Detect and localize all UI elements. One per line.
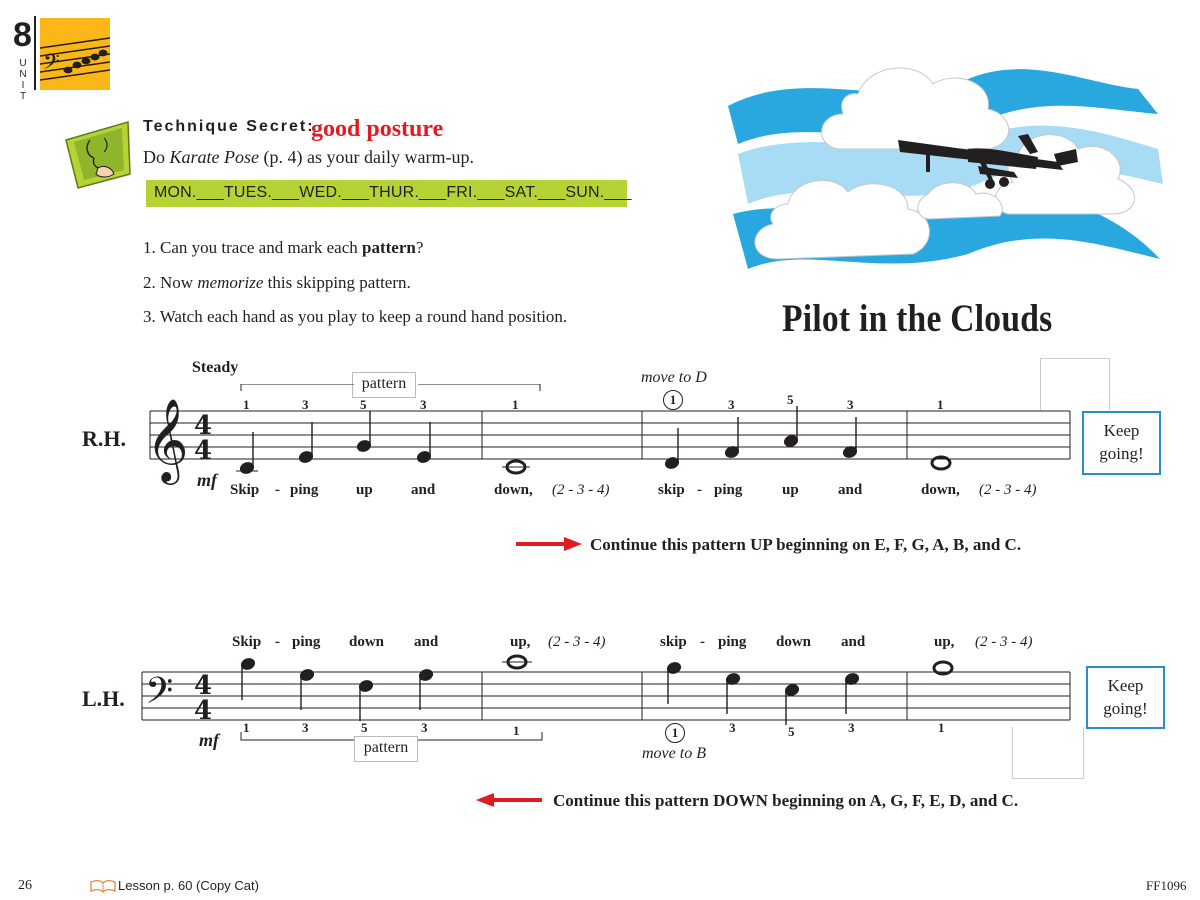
unit-tab-icon <box>40 18 110 90</box>
rh-lyric: and <box>411 482 436 498</box>
unit-letter: T <box>19 91 27 102</box>
rh-finger: 1 <box>937 397 944 412</box>
svg-text:4: 4 <box>194 671 213 701</box>
svg-text:𝄢: 𝄢 <box>43 50 60 80</box>
posture-icon <box>64 118 132 190</box>
technique-instruction: Do Karate Pose (p. 4) as your daily warm-up. <box>143 147 474 167</box>
lh-lyric: and <box>841 634 866 650</box>
svg-text:4: 4 <box>194 436 213 466</box>
page-number: 26 <box>18 878 32 893</box>
lh-finger: 3 <box>302 720 309 735</box>
rh-dynamic: mf <box>197 470 217 490</box>
treble-clef-icon: 𝄞 <box>146 397 189 481</box>
instruction-3: 3. Watch each hand as you play to keep a round hand position. <box>143 307 568 326</box>
lh-continue-text: Continue this pattern DOWN beginning on A, G, F, E, D, and C. <box>553 791 1019 810</box>
lesson-reference: Lesson p. 60 (Copy Cat) <box>118 878 259 893</box>
rh-finger: 3 <box>728 397 735 412</box>
rh-lyric: down, <box>494 482 533 498</box>
rh-lyric: - <box>697 482 702 498</box>
lh-keep-going-box <box>1086 666 1165 729</box>
rh-lyric: - <box>275 482 280 498</box>
rh-continue-text: Continue this pattern UP beginning on E, F, G, A, B, and C. <box>590 535 1022 554</box>
lh-move-to: move to B <box>642 745 706 762</box>
instruction-1: 1. Can you trace and mark each pattern? <box>143 238 424 257</box>
unit-letter: U <box>19 58 27 69</box>
catalog-code: FF1096 <box>1146 878 1187 893</box>
rh-paren-1: (2 - 3 - 4) <box>552 482 610 498</box>
lh-lyric: ping <box>718 634 747 650</box>
rh-lyric: down, <box>921 482 960 498</box>
lh-lyric: down <box>349 634 385 650</box>
lh-lyric: skip <box>660 634 687 650</box>
rh-lyric: skip <box>658 482 685 498</box>
svg-text:4: 4 <box>194 411 213 441</box>
rh-finger: 3 <box>420 397 427 412</box>
piece-title: Pilot in the Clouds <box>782 297 1053 340</box>
unit-word <box>16 58 30 102</box>
rh-finger: 1 <box>243 397 250 412</box>
lh-lyric: ping <box>292 634 321 650</box>
instruction-2: 2. Now memorize this skipping pattern. <box>143 273 411 292</box>
lh-finger: 1 <box>513 723 520 738</box>
rh-finger: 5 <box>787 392 794 407</box>
right-arrow-icon <box>516 537 582 551</box>
rh-finger: 3 <box>302 397 309 412</box>
unit-number: 8 <box>13 16 32 54</box>
lh-finger: 5 <box>361 720 368 735</box>
lh-paren-1: (2 - 3 - 4) <box>548 634 606 650</box>
lh-lyric: up, <box>934 634 955 650</box>
keep-text: Keep <box>1107 676 1144 695</box>
rh-lyric: ping <box>290 482 319 498</box>
bass-clef-icon: 𝄢 <box>145 670 174 721</box>
rh-circled-finger: 1 <box>663 390 683 410</box>
keep-text: Keep <box>1103 421 1140 440</box>
rh-keep-going-box <box>1082 411 1161 475</box>
lh-finger: 5 <box>788 724 795 739</box>
rh-lyric: up <box>356 482 373 498</box>
lh-label: L.H. <box>82 686 125 711</box>
practice-days: MON.___TUES.___WED.___THUR.___FRI.___SAT.___SUN.___ <box>154 184 632 201</box>
lh-finger: 1 <box>243 720 250 735</box>
lh-lyric: - <box>700 634 705 650</box>
book-icon <box>90 879 116 898</box>
unit-letter: I <box>21 80 25 91</box>
lh-pattern-box: pattern <box>354 736 418 762</box>
going-text: going! <box>1103 699 1148 718</box>
lh-finger: 3 <box>848 720 855 735</box>
lh-finger: 1 <box>938 720 945 735</box>
technique-label: Technique Secret: <box>143 118 315 135</box>
lh-finger: 3 <box>421 720 428 735</box>
lh-lyric: and <box>414 634 439 650</box>
rh-lyric: ping <box>714 482 743 498</box>
rh-move-to: move to D <box>641 369 707 386</box>
unit-letter: N <box>19 69 27 80</box>
lh-circled-finger: 1 <box>665 723 685 743</box>
going-text: going! <box>1099 444 1144 463</box>
lh-finger: 3 <box>729 720 736 735</box>
svg-text:4: 4 <box>194 696 213 726</box>
rh-finger: 1 <box>512 397 519 412</box>
rh-pattern-box: pattern <box>352 372 416 398</box>
rh-lyric: Skip <box>230 482 260 498</box>
rh-label: R.H. <box>82 426 126 451</box>
tempo-marking: Steady <box>192 359 239 376</box>
rh-finger: 5 <box>360 397 367 412</box>
technique-secret: good posture <box>311 116 444 142</box>
rh-lyric: and <box>838 482 863 498</box>
lh-lyric: up, <box>510 634 531 650</box>
rh-paren-2: (2 - 3 - 4) <box>979 482 1037 498</box>
lh-lyric: - <box>275 634 280 650</box>
left-arrow-icon <box>476 793 542 807</box>
lh-lyric: down <box>776 634 812 650</box>
rh-finger: 3 <box>847 397 854 412</box>
lh-lyric: Skip <box>232 634 262 650</box>
lh-dynamic: mf <box>199 730 219 750</box>
unit-divider <box>34 16 36 90</box>
airplane-clouds-illustration <box>718 54 1168 279</box>
rh-lyric: up <box>782 482 799 498</box>
lh-paren-2: (2 - 3 - 4) <box>975 634 1033 650</box>
